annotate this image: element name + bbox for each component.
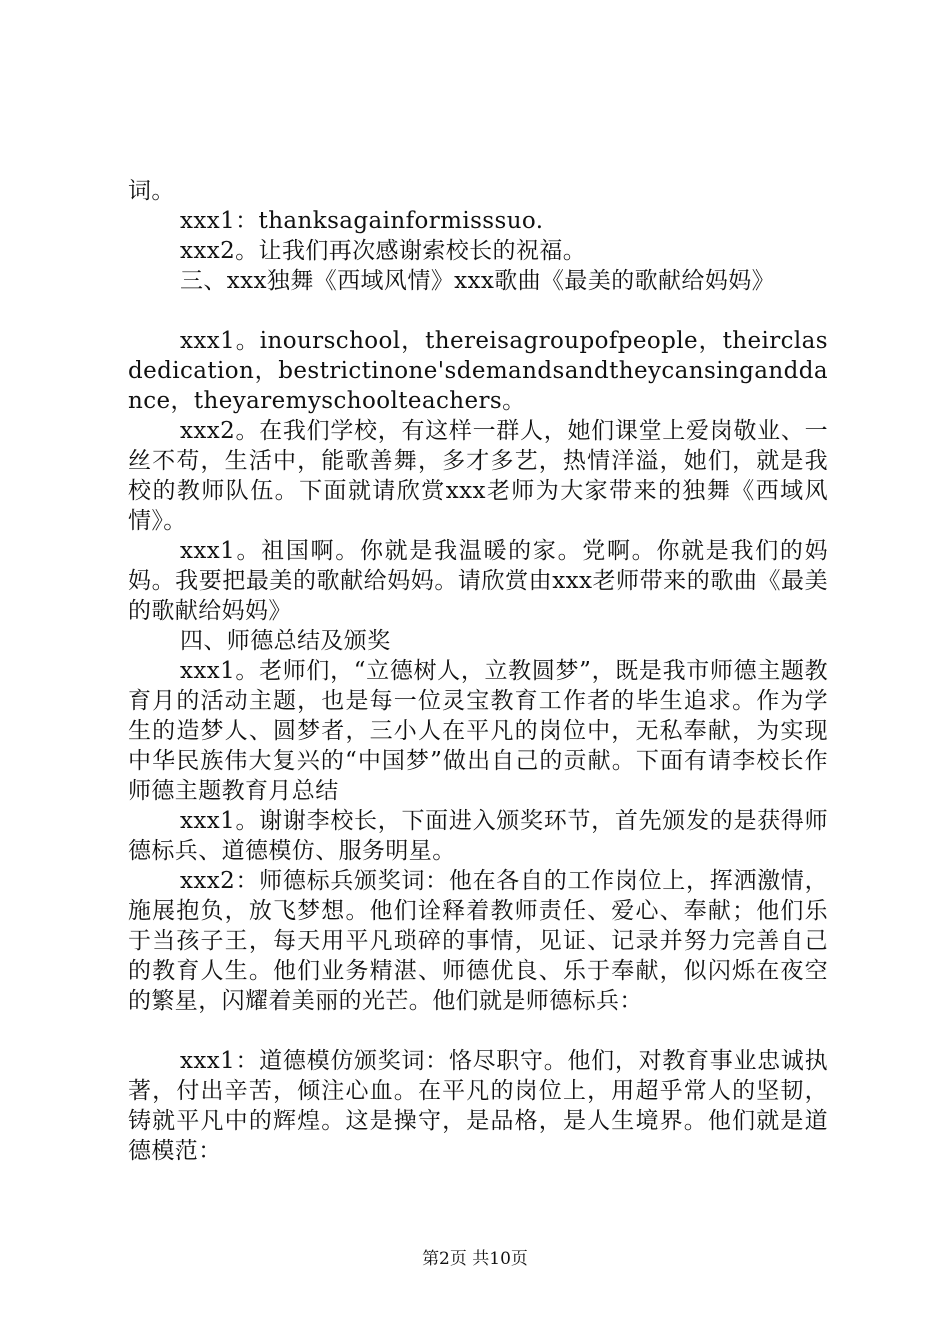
page-number-footer: 第2页 共10页 xyxy=(422,1249,528,1269)
paragraph-award-intro: xxx1。谢谢李校长，下面进入颁奖环节，首先颁发的是获得师德标兵、道德模仿、服务明星。 xyxy=(128,808,828,864)
section-heading-4: 四、师德总结及颁奖 xyxy=(180,628,391,654)
paragraph-song-intro: xxx1。祖国啊。你就是我温暖的家。党啊。你就是我们的妈妈。我要把最美的歌献给妈妈。请欣赏由xxx老师带来的歌曲《最美的歌献给妈妈》 xyxy=(128,538,828,624)
paragraph-intro-cn: xxx2。在我们学校，有这样一群人，她们课堂上爱岗敬业、一丝不苟，生活中，能歌善舞，多才多艺，热情洋溢，她们，就是我校的教师队伍。下面就请欣赏xxx老师为大家带来的独舞《西域风情》。 xyxy=(128,418,828,534)
paragraph-thanks-en: xxx1：thanksagainformisssuo. xyxy=(180,208,544,234)
document-body xyxy=(128,176,828,1166)
paragraph-intro-en: xxx1。inourschool，thereisagroupofpeople，theirclasdedication，bestrictinone'sdemandsandtheycansinganddance，theyaremyschoolteachers。 xyxy=(128,328,828,414)
paragraph-award-model-teacher: xxx2：师德标兵颁奖词：他在各自的工作岗位上，挥洒激情，施展抱负，放飞梦想。他们诠释着教师责任、爱心、奉献；他们乐于当孩子王，每天用平凡琐碎的事情，见证、记录并努力完善自己的教育人生。他们业务精湛、师德优良、乐于奉献，似闪烁在夜空的繁星，闪耀着美丽的光芒。他们就是师德标兵： xyxy=(128,868,828,1014)
section-heading-3: 三、xxx独舞《西域风情》xxx歌曲《最美的歌献给妈妈》 xyxy=(180,268,776,294)
paragraph-continuation: 词。 xyxy=(128,178,175,204)
paragraph-award-moral-model: xxx1：道德模仿颁奖词：恪尽职守。他们，对教育事业忠诚执著，付出辛苦，倾注心血。在平凡的岗位上，用超乎常人的坚韧，铸就平凡中的辉煌。这是操守，是品格，是人生境界。他们就是道德模范： xyxy=(128,1048,828,1164)
paragraph-thanks-cn: xxx2。让我们再次感谢索校长的祝福。 xyxy=(180,238,587,264)
paragraph-teacher-ethics: xxx1。老师们，“立德树人，立教圆梦”，既是我市师德主题教育月的活动主题，也是每一位灵宝教育工作者的毕生追求。作为学生的造梦人、圆梦者，三小人在平凡的岗位中，无私奉献，为实现中华民族伟大复兴的“中国梦”做出自己的贡献。下面有请李校长作师德主题教育月总结 xyxy=(128,658,828,804)
